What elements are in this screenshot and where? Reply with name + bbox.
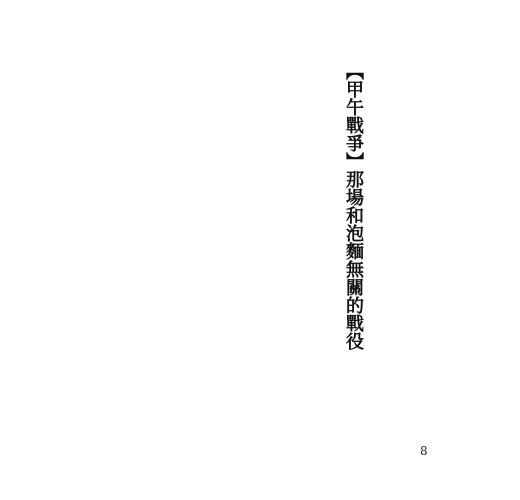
column-gap: [113, 58, 126, 388]
text-column: [163, 58, 176, 388]
text-column: [147, 58, 160, 388]
text-column: [197, 58, 210, 388]
body-text: [96, 58, 328, 458]
text-column: [298, 58, 311, 388]
column-gap: [231, 58, 244, 388]
text-column: [281, 58, 294, 388]
text-column: [248, 58, 261, 198]
text-column: [214, 58, 227, 388]
page-number: 8: [420, 444, 428, 458]
text-column: [315, 58, 328, 388]
chapter-title: 【甲午戰爭】那場和泡麵無關的戰役: [343, 62, 364, 350]
text-column: [180, 58, 193, 388]
text-column: [96, 58, 109, 388]
text-column: [130, 58, 143, 198]
text-column: [264, 58, 277, 388]
